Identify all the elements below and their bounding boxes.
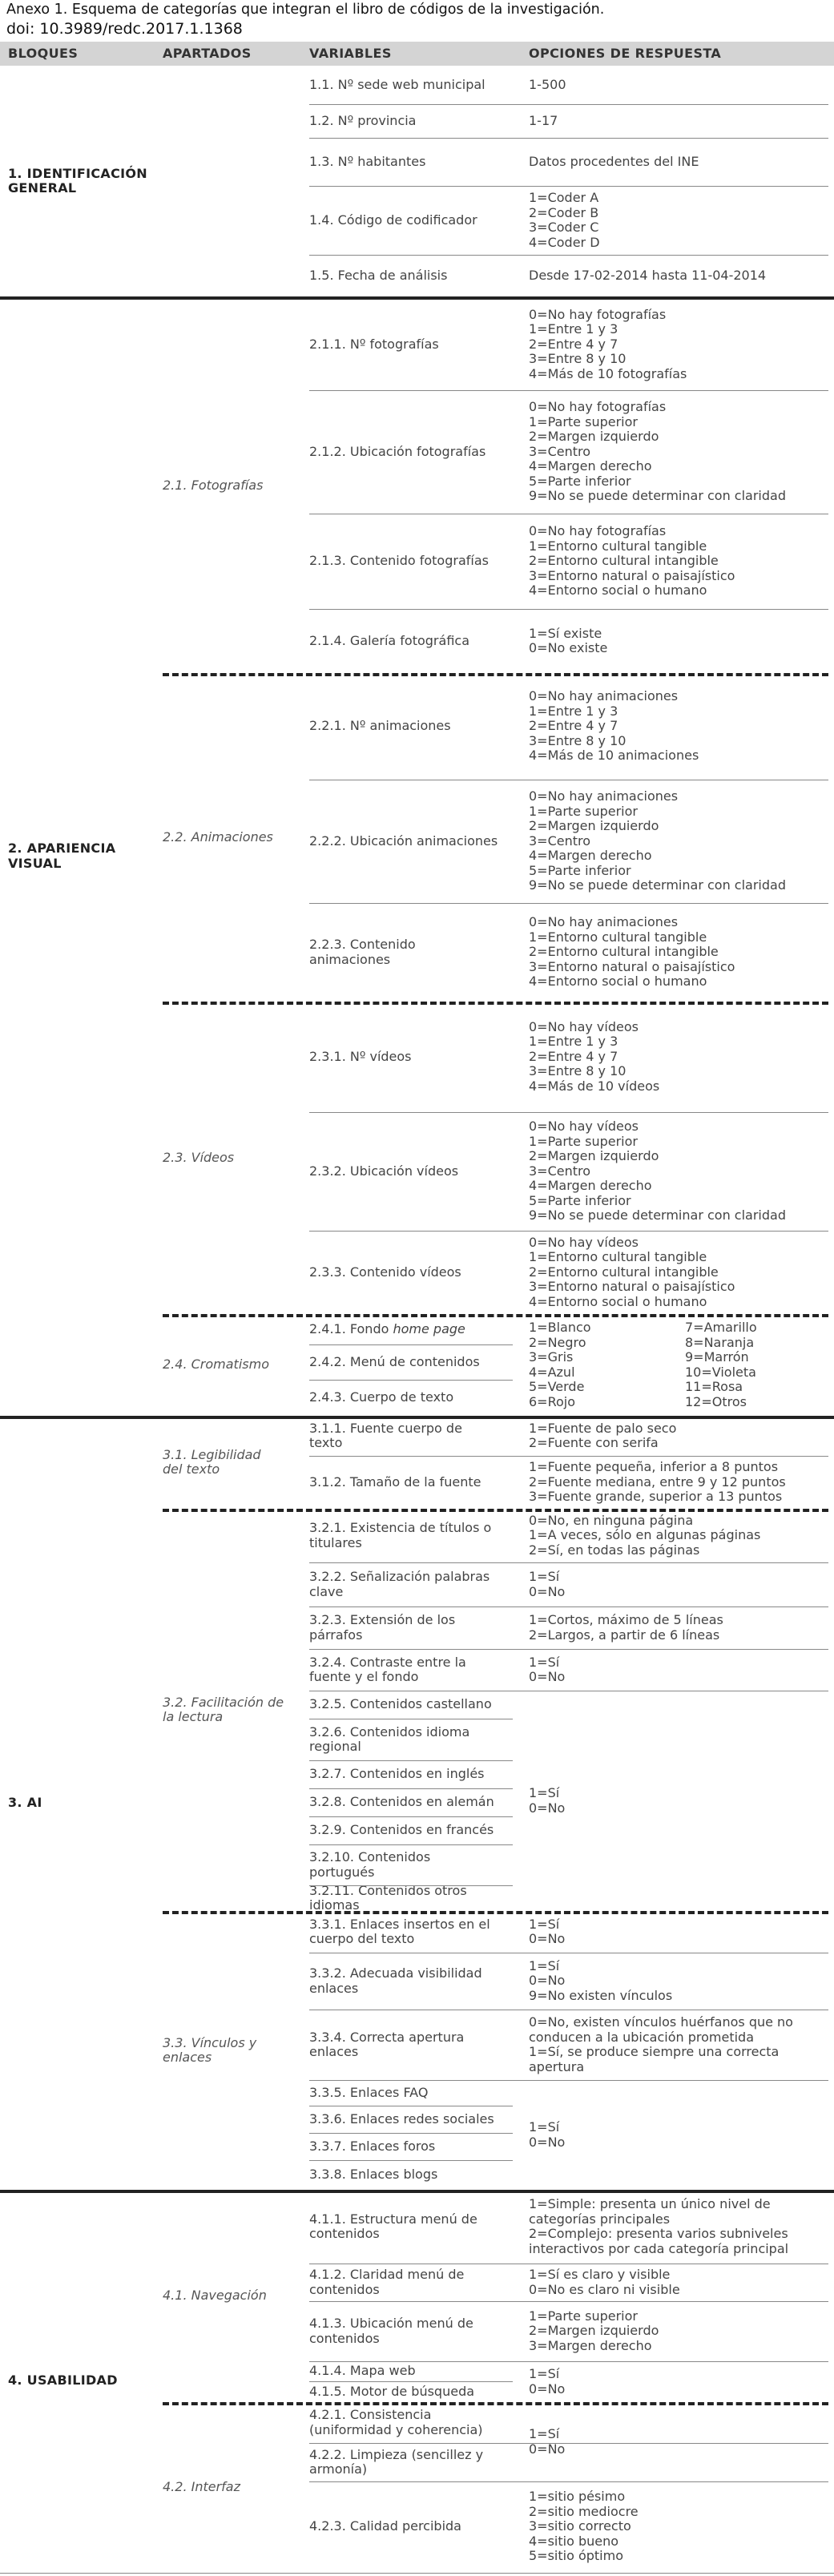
row-divider <box>309 186 828 187</box>
annex-title: Anexo 1. Esquema de categorías que integran el libro de códigos de la investigación. <box>6 2 605 18</box>
option-text-text: 1=Parte superior 2=Margen izquierdo 3=Margen derecho <box>529 2308 659 2353</box>
option-text-text: 0=No hay fotografías 1=Parte superior 2=Margen izquierdo 3=Centro 4=Margen derecho 5=Parte inferior 9=No se puede determinar con claridad <box>529 399 786 504</box>
variable-label <box>309 1816 516 1844</box>
section-label-text: 4.1. Navegación <box>163 2288 267 2304</box>
row-divider <box>309 1844 513 1845</box>
annex-doi: doi: 10.3989/redc.2017.1.1368 <box>6 20 243 38</box>
section-separator <box>163 1911 828 1914</box>
section-separator <box>163 1509 828 1512</box>
section-separator <box>163 1314 828 1317</box>
option-text <box>529 514 827 609</box>
column-header-opciones: OPCIONES DE RESPUESTA <box>529 46 722 61</box>
variable-label <box>309 299 516 390</box>
variable-label-text: 2.1.4. Galería fotográfica <box>309 632 469 648</box>
option-text-text: 1=Simple: presenta un único nivel de categorías principales 2=Complejo: presenta varios subniveles interactivos por cada categoría principal <box>529 2196 789 2256</box>
option-text <box>529 1509 827 1562</box>
variable-label <box>309 255 516 296</box>
row-divider <box>309 2133 513 2134</box>
row-divider <box>309 2443 828 2444</box>
section-label <box>163 1002 305 1314</box>
variable-label-text: 4.1.3. Ubicación menú de contenidos <box>309 2316 473 2346</box>
variable-label <box>309 780 516 903</box>
option-text <box>529 1456 827 1509</box>
variable-label-text: 3.2.2. Señalización palabras clave <box>309 1569 490 1599</box>
variable-label <box>309 1231 516 1314</box>
section-label <box>163 2190 305 2402</box>
section-label-text: 2.1. Fotografías <box>163 478 264 494</box>
variable-label <box>309 2381 516 2402</box>
option-text-text: 0=No hay vídeos 1=Parte superior 2=Margen izquierdo 3=Centro 4=Margen derecho 5=Parte inferior 9=No se puede determinar con claridad <box>529 1119 786 1223</box>
option-text-text: 1-500 <box>529 76 566 92</box>
option-text-text: 1=Blanco 2=Negro 3=Gris 4=Azul 5=Verde 6=Rojo <box>529 1320 591 1409</box>
row-divider <box>309 2301 828 2302</box>
block-separator <box>0 296 834 300</box>
section-label <box>163 673 305 1002</box>
option-text <box>529 1911 827 1953</box>
row-divider <box>309 2481 828 2482</box>
option-text <box>529 1314 681 1416</box>
variable-label <box>309 2106 516 2133</box>
variable-label-text: 3.2.11. Contenidos otros idiomas <box>309 1882 467 1913</box>
option-text <box>529 138 827 186</box>
option-text-text: 0=No hay animaciones 1=Parte superior 2=Margen izquierdo 3=Centro 4=Margen derecho 5=Parte inferior 9=No se puede determinar con claridad <box>529 788 786 893</box>
row-divider <box>309 1344 513 1345</box>
variable-label <box>309 1344 516 1380</box>
variable-label-text: 1.1. Nº sede web municipal <box>309 76 485 92</box>
row-divider <box>309 1816 513 1817</box>
variable-label <box>309 186 516 255</box>
variable-label-text: 3.3.8. Enlaces blogs <box>309 2167 438 2183</box>
option-text-text: 1=Sí 0=No <box>529 2426 566 2457</box>
variable-label-text: 2.4.3. Cuerpo de texto <box>309 1389 454 1405</box>
option-text <box>529 299 827 390</box>
row-divider <box>309 1649 828 1650</box>
row-divider <box>309 2080 828 2081</box>
variable-label-text: 4.1.5. Motor de búsqueda <box>309 2383 475 2399</box>
option-text <box>529 390 827 514</box>
row-divider <box>309 1231 828 1232</box>
option-text <box>529 66 827 104</box>
variable-label <box>309 2010 516 2080</box>
variable-label <box>309 2160 516 2190</box>
row-divider <box>309 1456 828 1457</box>
variable-label-text: 3.3.1. Enlaces insertos en el cuerpo del texto <box>309 1916 490 1946</box>
block-label-text: 3. AI <box>8 1794 42 1810</box>
option-text-text: 1=Sí 0=No <box>529 1785 566 1816</box>
variable-label <box>309 1002 516 1112</box>
variable-label-text: 3.2.7. Contenidos en inglés <box>309 1766 485 1782</box>
option-text <box>529 2402 827 2481</box>
option-text <box>529 1691 827 1911</box>
option-text-text: 1=sitio pésimo 2=sitio mediocre 3=sitio correcto 4=sitio bueno 5=sitio óptimo <box>529 2489 639 2564</box>
option-text-text: Desde 17-02-2014 hasta 11-04-2014 <box>529 267 767 283</box>
section-label <box>163 299 305 673</box>
variable-label <box>309 1911 516 1953</box>
option-text-text: 1=Sí 0=No <box>529 2366 566 2397</box>
option-text-text: 1=Sí 0=No 9=No existen vínculos <box>529 1957 673 2003</box>
block-label <box>8 296 156 1416</box>
option-text-text: 1=Cortos, máximo de 5 líneas 2=Largos, a partir de 6 líneas <box>529 1612 723 1643</box>
variable-label <box>309 2080 516 2106</box>
section-label-text: 3.1. Legibilidad del texto <box>163 1446 261 1477</box>
variable-label-text: 2.2.2. Ubicación animaciones <box>309 832 498 849</box>
variable-label-text: 3.1.1. Fuente cuerpo de texto <box>309 1420 462 1450</box>
row-divider <box>309 390 828 391</box>
option-text <box>529 1562 827 1606</box>
variable-label <box>309 1760 516 1788</box>
option-text <box>529 2264 827 2301</box>
variable-label-text: 3.3.6. Enlaces redes sociales <box>309 2110 494 2127</box>
variable-label-text: 1.5. Fecha de análisis <box>309 267 448 283</box>
option-text-text: 1=Fuente de palo seco 2=Fuente con serifa <box>529 1420 677 1450</box>
variable-label <box>309 1509 516 1562</box>
row-divider <box>309 1112 828 1113</box>
block-label-text: 1. IDENTIFICACIÓN GENERAL <box>8 165 147 196</box>
block-label-text: 2. APARIENCIA VISUAL <box>8 841 116 871</box>
variable-label-text: 2.3.1. Nº vídeos <box>309 1048 412 1064</box>
table-bottom-rule <box>0 2573 834 2574</box>
variable-label <box>309 2361 516 2381</box>
option-text-text: 1=Fuente pequeña, inferior a 8 puntos 2=Fuente mediana, entre 9 y 12 puntos 3=Fuente grande, superior a 13 puntos <box>529 1459 786 1505</box>
variable-label-text: 4.2.3. Calidad percibida <box>309 2518 461 2534</box>
variable-label-text: 3.2.1. Existencia de títulos o titulares <box>309 1520 492 1550</box>
variable-label <box>309 66 516 104</box>
variable-label-text: 3.2.3. Extensión de los párrafos <box>309 1612 456 1643</box>
variable-label <box>309 1882 516 1913</box>
option-text <box>529 1416 827 1456</box>
section-label-text: 3.3. Vínculos y enlaces <box>163 2034 257 2065</box>
column-header-apartados: APARTADOS <box>163 46 252 61</box>
option-text-text: 0=No hay vídeos 1=Entorno cultural tangible 2=Entorno cultural intangible 3=Entorno natural o paisajístico 4=Entorno social o humano <box>529 1234 735 1309</box>
section-separator <box>163 1002 828 1005</box>
section-separator <box>163 2402 828 2405</box>
section-label <box>163 1509 305 1911</box>
variable-label-text: 2.2.3. Contenido animaciones <box>309 937 416 967</box>
variable-label <box>309 1380 516 1416</box>
row-divider <box>309 255 828 256</box>
variable-label-text: 3.2.8. Contenidos en alemán <box>309 1794 494 1810</box>
option-text-text: Datos procedentes del INE <box>529 153 699 169</box>
variable-label-text: 1.3. Nº habitantes <box>309 153 426 169</box>
option-text <box>529 186 827 255</box>
variable-label <box>309 1112 516 1231</box>
option-text <box>529 1953 827 2010</box>
variable-label-text: 2.3.3. Contenido vídeos <box>309 1264 461 1280</box>
section-label-text: 2.3. Vídeos <box>163 1149 235 1165</box>
option-text-text: 0=No hay animaciones 1=Entre 1 y 3 2=Entre 4 y 7 3=Entre 8 y 10 4=Más de 10 animaciones <box>529 688 699 764</box>
option-text-text: 7=Amarillo 8=Naranja 9=Marrón 10=Violeta 11=Rosa 12=Otros <box>685 1320 757 1409</box>
variable-label-text: 2.2.1. Nº animaciones <box>309 718 451 734</box>
variable-label-text: 3.2.6. Contenidos idioma regional <box>309 1723 470 1754</box>
row-divider <box>309 1788 513 1789</box>
variable-label-text: 2.4.1. Fondo <box>309 1320 393 1336</box>
column-header-variables: VARIABLES <box>309 46 392 61</box>
option-text <box>529 673 827 780</box>
option-text <box>529 1112 827 1231</box>
variable-label <box>309 903 516 1002</box>
row-divider <box>309 138 828 139</box>
option-text-text: 0=No, en ninguna página 1=A veces, sólo en algunas páginas 2=Sí, en todas las páginas <box>529 1512 761 1558</box>
option-text <box>529 780 827 903</box>
variable-label <box>309 1844 516 1885</box>
variable-label <box>309 104 516 138</box>
section-label <box>163 1416 305 1509</box>
column-header-bloques: BLOQUES <box>8 46 79 61</box>
variable-label <box>309 1562 516 1606</box>
option-text <box>529 1606 827 1649</box>
option-text-text: 1=Sí existe 0=No existe <box>529 625 608 655</box>
variable-label <box>309 1314 516 1344</box>
variable-label <box>309 1719 516 1760</box>
option-text-text: 1=Sí es claro y visible 0=No es claro ni visible <box>529 2267 680 2297</box>
option-text <box>529 2010 827 2080</box>
section-label-text: 2.2. Animaciones <box>163 828 273 845</box>
option-text <box>529 2301 827 2361</box>
option-text-text: 0=No hay animaciones 1=Entorno cultural tangible 2=Entorno cultural intangible 3=Entorno natural o paisajístico 4=Entorno social o humano <box>529 914 735 990</box>
variable-label-text: 3.2.4. Contraste entre la fuente y el fondo <box>309 1654 466 1684</box>
row-divider <box>309 1562 828 1563</box>
block-label <box>8 1416 156 2190</box>
variable-label-text: 3.2.9. Contenidos en francés <box>309 1822 494 1838</box>
variable-label <box>309 2264 516 2301</box>
option-text-text: 1=Sí 0=No <box>529 1569 566 1599</box>
option-text-text: 1-17 <box>529 112 558 128</box>
variable-label <box>309 673 516 780</box>
section-label-text: 3.2. Facilitación de la lectura <box>163 1694 284 1724</box>
section-label-text: 2.4. Cromatismo <box>163 1357 269 1373</box>
row-divider <box>309 2361 828 2362</box>
option-text-text: 1=Sí 0=No <box>529 1654 566 1684</box>
table-column-header <box>0 42 834 66</box>
variable-label <box>309 609 516 673</box>
row-divider <box>309 1885 513 1886</box>
variable-label <box>309 2133 516 2160</box>
variable-label <box>309 1691 516 1719</box>
variable-label-italic: home page <box>393 1320 465 1336</box>
option-text-text: 0=No hay fotografías 1=Entorno cultural tangible 2=Entorno cultural intangible 3=Entorno natural o paisajístico 4=Entorno social o humano <box>529 523 735 599</box>
variable-label-text: 1.4. Código de codificador <box>309 212 477 228</box>
variable-label-text: 2.1.3. Contenido fotografías <box>309 553 489 569</box>
variable-label-text: 3.1.2. Tamaño de la fuente <box>309 1473 481 1490</box>
variable-label <box>309 2190 516 2264</box>
row-divider <box>309 1380 513 1381</box>
variable-label <box>309 514 516 609</box>
variable-label-text: 3.3.5. Enlaces FAQ <box>309 2084 429 2100</box>
section-label <box>163 1314 305 1416</box>
row-divider <box>309 1606 828 1607</box>
variable-label <box>309 2301 516 2361</box>
option-text <box>529 903 827 1002</box>
option-text <box>529 104 827 138</box>
section-label <box>163 2402 305 2572</box>
variable-label-text: 2.1.2. Ubicación fotografías <box>309 443 486 459</box>
block-label <box>8 66 156 296</box>
variable-label-text: 3.3.7. Enlaces foros <box>309 2138 436 2154</box>
option-text <box>529 1231 827 1314</box>
block-separator <box>0 2190 834 2193</box>
row-divider <box>309 1760 513 1761</box>
variable-label-text: 3.3.4. Correcta apertura enlaces <box>309 2029 465 2059</box>
variable-label-text: 3.3.2. Adecuada visibilidad enlaces <box>309 1965 482 1996</box>
option-text-text: 1=Sí 0=No <box>529 1916 566 1946</box>
row-divider <box>309 609 828 610</box>
variable-label <box>309 2481 516 2572</box>
variable-label <box>309 1416 516 1456</box>
option-text-text: 0=No, existen vínculos huérfanos que no conducen a la ubicación prometida 1=Sí, se produce siempre una correcta apertura <box>529 2014 793 2074</box>
option-text-text: 1=Sí 0=No <box>529 2119 566 2150</box>
section-label <box>163 1911 305 2190</box>
row-divider <box>309 104 828 105</box>
variable-label-text: 2.3.2. Ubicación vídeos <box>309 1163 459 1179</box>
option-text <box>529 2361 827 2402</box>
variable-label-text: 4.2.1. Consistencia (uniformidad y coherencia) <box>309 2407 483 2437</box>
option-text <box>529 2080 827 2190</box>
variable-label <box>309 2443 516 2481</box>
variable-label-text: 3.2.10. Contenidos portugués <box>309 1849 431 1880</box>
option-text <box>529 1002 827 1112</box>
variable-label-text: 4.1.1. Estructura menú de contenidos <box>309 2211 477 2241</box>
variable-label <box>309 1953 516 2010</box>
block-separator <box>0 1416 834 1419</box>
variable-label <box>309 2402 516 2443</box>
variable-label-text: 2.1.1. Nº fotografías <box>309 336 439 352</box>
variable-label-text: 3.2.5. Contenidos castellano <box>309 1696 492 1712</box>
option-text <box>529 1649 827 1691</box>
variable-label-wrap <box>309 1322 465 1337</box>
block-label-text: 4. USABILIDAD <box>8 2372 118 2389</box>
row-divider <box>309 903 828 904</box>
variable-label-text: 1.2. Nº provincia <box>309 112 417 128</box>
option-text <box>685 1314 829 1416</box>
variable-label <box>309 1788 516 1816</box>
section-separator <box>163 673 828 676</box>
option-text <box>529 255 827 296</box>
variable-label-text: 4.2.2. Limpieza (sencillez y armonía) <box>309 2446 484 2477</box>
variable-label <box>309 1649 516 1691</box>
row-divider <box>309 2381 513 2382</box>
option-text-text: 1=Coder A 2=Coder B 3=Coder C 4=Coder D <box>529 190 600 250</box>
option-text <box>529 609 827 673</box>
variable-label <box>309 1456 516 1509</box>
variable-label-text: 4.1.2. Claridad menú de contenidos <box>309 2267 465 2297</box>
option-text <box>529 2190 827 2264</box>
variable-label <box>309 1606 516 1649</box>
variable-label-text: 4.1.4. Mapa web <box>309 2363 416 2379</box>
section-label-text: 4.2. Interfaz <box>163 2478 241 2494</box>
option-text-text: 0=No hay vídeos 1=Entre 1 y 3 2=Entre 4 y 7 3=Entre 8 y 10 4=Más de 10 vídeos <box>529 1018 660 1094</box>
variable-label <box>309 138 516 186</box>
row-divider <box>309 2160 513 2161</box>
block-label <box>8 2190 156 2572</box>
variable-label <box>309 390 516 514</box>
option-text-text: 0=No hay fotografías 1=Entre 1 y 3 2=Entre 4 y 7 3=Entre 8 y 10 4=Más de 10 fotografías <box>529 306 687 381</box>
option-text <box>529 2481 827 2572</box>
variable-label-text: 2.4.2. Menú de contenidos <box>309 1353 480 1369</box>
